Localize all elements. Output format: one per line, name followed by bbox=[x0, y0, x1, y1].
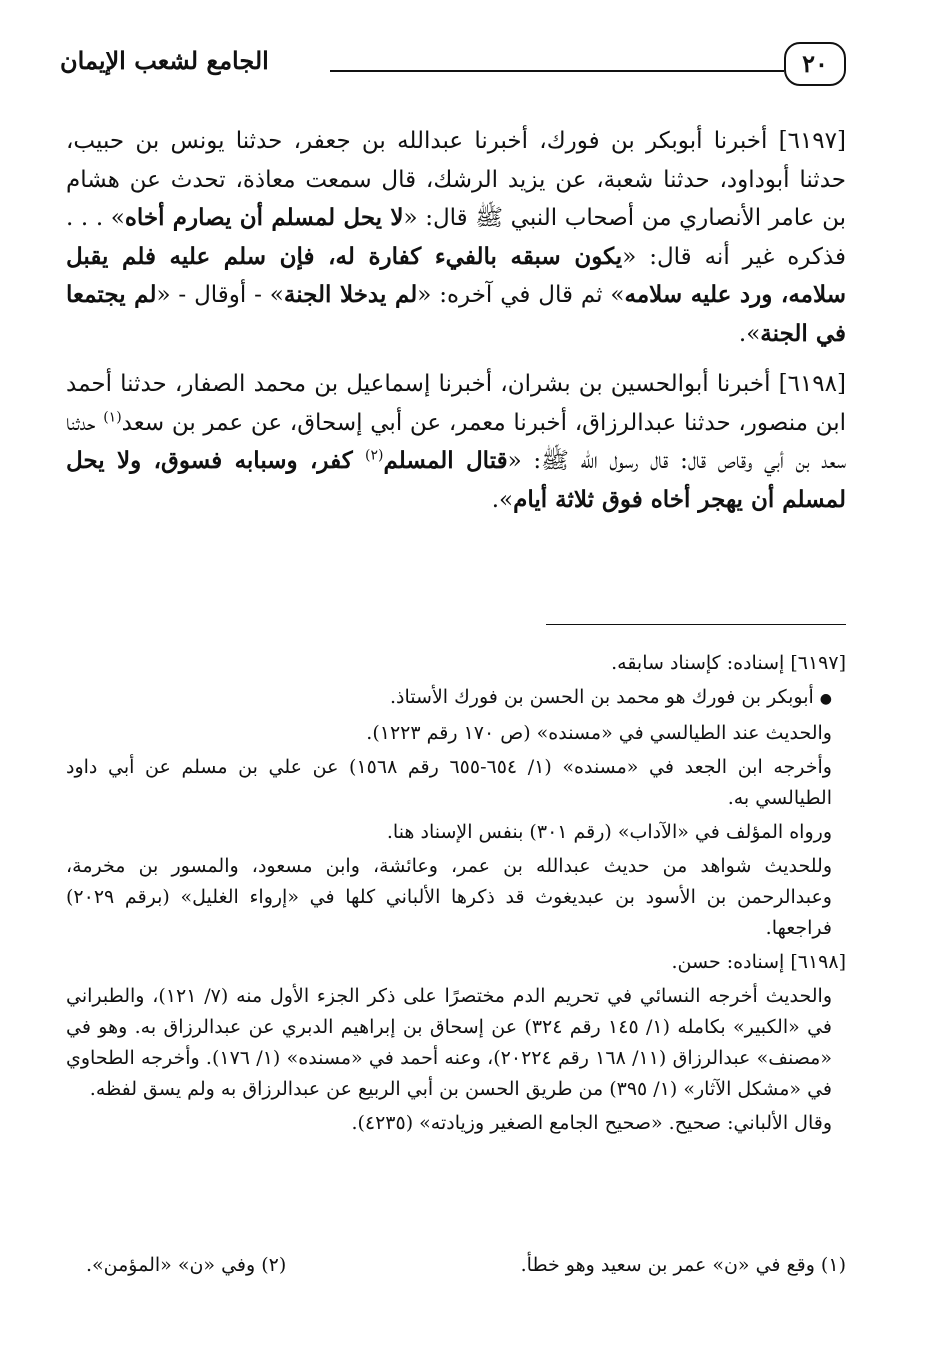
footnote-marker-1[interactable]: (١) bbox=[103, 408, 122, 425]
hadith-text: [٦١٩٧] أخبرنا أبوبكر بن فورك، أخبرنا عبدالله بن جعفر، حدثنا يونس بن حبيب، حدثنا أبوداود، حدثنا شعبة، عن يزيد الرشك، قال سمعت معاذة، تحدث عن هشام بن عامر الأنصاري من أصحاب النبي ﷺ قال: « bbox=[66, 128, 846, 231]
hadith-quote: لم يدخلا الجنة bbox=[283, 281, 418, 308]
hadith-quote: يكون سبقه بالفيء كفارة له، فإن سلم عليه فلم يقبل سلامه، ورد عليه سلامه bbox=[66, 242, 846, 308]
hadith-6197 bbox=[66, 122, 846, 353]
note-narrator bbox=[66, 682, 846, 715]
header-rule bbox=[330, 70, 784, 72]
bullet-icon: ● bbox=[819, 691, 832, 707]
hadith-quote: قتال المسلم bbox=[383, 447, 508, 474]
note-text: أبوبكر بن فورك هو محمد بن الحسن بن فورك الأستاذ. bbox=[390, 686, 814, 708]
commentary bbox=[66, 648, 846, 1142]
hadith-text: ». bbox=[738, 320, 761, 347]
main-text bbox=[66, 122, 846, 531]
page-header bbox=[60, 42, 846, 94]
hadith-6198 bbox=[66, 365, 846, 519]
note-adab: ورواه المؤلف في «الآداب» (رقم ٣٠١) بنفس الإسناد هنا. bbox=[386, 821, 832, 843]
hadith-quote: لم يجتمعا في الجنة bbox=[66, 281, 846, 347]
hadith-quote: كفر، وسبابه فسوق، ولا يحل لمسلم أن يهجر أخاه فوق ثلاثة أيام bbox=[66, 447, 846, 513]
note-tayalisi: والحديث عند الطيالسي في «مسنده» (ص ١٧٠ رقم ١٢٢٣). bbox=[366, 722, 832, 744]
note-takhrij-6198: والحديث أخرجه النسائي في تحريم الدم مختصرًا على ذكر الجزء الأول منه (٧/ ١٢١)، والطبراني في «الكبير» بكامله (١/ ١٤٥ رقم ٣٢٤) عن إسحاق بن إبراهيم الدبري عن عبدالرزاق به. وهو في «مصنف» عبدالرزاق (١١/ ١٦٨ رقم ٢٠٢٢٤)، وعنه أحمد في «مسنده» (١/ ١٧٦). وأخرجه الطحاوي في «مشكل الآثار» (١/ ٣٩٥) من طريق الحسن بن أبي الربيع عن عبدالرزاق به ولم يسق لفظه. bbox=[66, 985, 832, 1100]
footnote-2: (٢) وفي «ن» «المؤمن». bbox=[86, 1254, 287, 1276]
hadith-text: » . . . فذكره غير أنه قال: « bbox=[66, 205, 846, 270]
hadith-text: » ثم قال في آخره: « bbox=[417, 282, 625, 308]
footnotes bbox=[66, 1250, 846, 1284]
footnote-1: (١) وقع في «ن» عمر بن سعيد وهو خطأ. bbox=[520, 1254, 846, 1276]
hadith-text: ». bbox=[491, 486, 514, 513]
note-ibn-jaad: وأخرجه ابن الجعد في «مسنده» (١/ ٦٥٤-٦٥٥ رقم ١٥٦٨) عن علي بن مسلم عن أبي داود الطيالسي به. bbox=[66, 756, 832, 809]
running-title: الجامع لشعب الإيمان bbox=[60, 46, 269, 75]
note-isnad-6197: [٦١٩٧] إسناده: كإسناد سابقه. bbox=[611, 652, 846, 674]
footnote-separator bbox=[546, 624, 846, 625]
hadith-quote: لا يحل لمسلم أن يصارم أخاه bbox=[124, 204, 404, 231]
note-isnad-6198: [٦١٩٨] إسناده: حسن. bbox=[671, 951, 846, 973]
footnote-marker-2[interactable]: (٢) bbox=[365, 447, 384, 464]
note-albani: وقال الألباني: صحيح. «صحيح الجامع الصغير وزيادته» (٤٢٣٥). bbox=[351, 1112, 832, 1134]
hadith-text: حدثنا سعد بن أبي وقاص قال: قال رسول الله ﷺ: « bbox=[66, 409, 847, 474]
page-number: ٢٠ bbox=[784, 42, 846, 86]
hadith-text: [٦١٩٨] أخبرنا أبوالحسين بن بشران، أخبرنا إسماعيل بن محمد الصفار، حدثنا أحمد ابن منصور، حدثنا عبدالرزاق، أخبرنا معمر، عن أبي إسحاق، عن عمر بن سعد bbox=[66, 371, 846, 436]
note-shawahid: وللحديث شواهد من حديث عبدالله بن عمر، وعائشة، وابن مسعود، والمسور بن مخرمة، وعبدالرحمن بن الأسود بن عبديغوث قد ذكرها الألباني كلها في «إرواء الغليل» (برقم ٢٠٢٩) فراجعها. bbox=[66, 855, 832, 939]
hadith-text: » - أوقال - « bbox=[156, 282, 284, 308]
